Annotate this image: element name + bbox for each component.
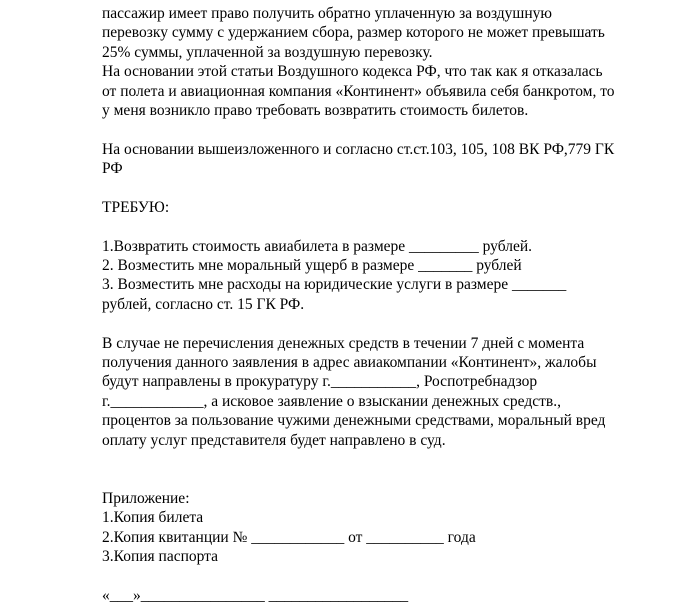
document-body bbox=[102, 4, 682, 605]
paragraph-gap bbox=[102, 217, 682, 236]
demand-item: 2. Возместить мне моральный ущерб в размере _______ рублей bbox=[102, 257, 522, 275]
attachment-item: 1.Копия билета bbox=[102, 509, 204, 527]
demand-item: 3. Возместить мне расходы на юридические услуги в размере _______ bbox=[102, 276, 567, 294]
paragraph-gap bbox=[102, 469, 682, 488]
paragraph-gap bbox=[102, 450, 682, 469]
warning-paragraph bbox=[102, 334, 682, 450]
text-line: получения данного заявления в адрес авиакомпании «Континент», жалобы bbox=[102, 354, 597, 372]
demand-heading: ТРЕБУЮ: bbox=[102, 198, 170, 216]
text-line: 25% суммы, уплаченной за воздушную перевозку. bbox=[102, 43, 433, 61]
text-line: оплату услуг представителя будет направлено в суд. bbox=[102, 431, 446, 449]
attachment-list bbox=[102, 508, 682, 566]
demand-item: рублей, согласно ст. 15 ГК РФ. bbox=[102, 295, 305, 313]
text-line: В случае не перечисления денежных средств в течении 7 дней с момента bbox=[102, 334, 585, 352]
text-line: перевозку сумму с удержанием сбора, размер которого не может превышать bbox=[102, 24, 605, 42]
text-line: РФ bbox=[102, 160, 123, 178]
text-line: На основании вышеизложенного и согласно ст.ст.103, 105, 108 ВК РФ,779 ГК bbox=[102, 140, 615, 158]
text-line: На основании этой статьи Воздушного кодекса РФ, что так как я отказалась bbox=[102, 63, 603, 81]
demand-item: 1.Возвратить стоимость авиабилета в размере _________ рублей. bbox=[102, 237, 533, 255]
text-line: у меня возникло право требовать возвратить стоимость билетов. bbox=[102, 101, 529, 119]
text-line: пассажир имеет право получить обратно уплаченную за воздушную bbox=[102, 5, 552, 22]
paragraph-gap bbox=[102, 120, 682, 139]
attachment-item: 2.Копия квитанции № ____________ от __________ года bbox=[102, 528, 476, 546]
basis-paragraph bbox=[102, 140, 682, 179]
text-line: г.____________, а исковое заявление о взыскании денежных средств., bbox=[102, 392, 561, 410]
signature-date-line: «___»________________ __________________ bbox=[102, 586, 409, 604]
paragraph-gap bbox=[102, 566, 682, 585]
paragraph-gap bbox=[102, 314, 682, 333]
attachment-heading: Приложение: bbox=[102, 489, 190, 507]
text-line: процентов за пользование чужими денежными средствами, моральный вред bbox=[102, 412, 606, 430]
demand-list bbox=[102, 237, 682, 315]
text-line: от полета и авиационная компания «Континент» объявила себя банкротом, то bbox=[102, 82, 615, 100]
text-line: будут направлены в прокуратуру г.___________, Роспотребнадзор bbox=[102, 373, 538, 391]
intro-paragraph bbox=[102, 4, 682, 120]
attachment-item: 3.Копия паспорта bbox=[102, 547, 219, 565]
paragraph-gap bbox=[102, 179, 682, 198]
